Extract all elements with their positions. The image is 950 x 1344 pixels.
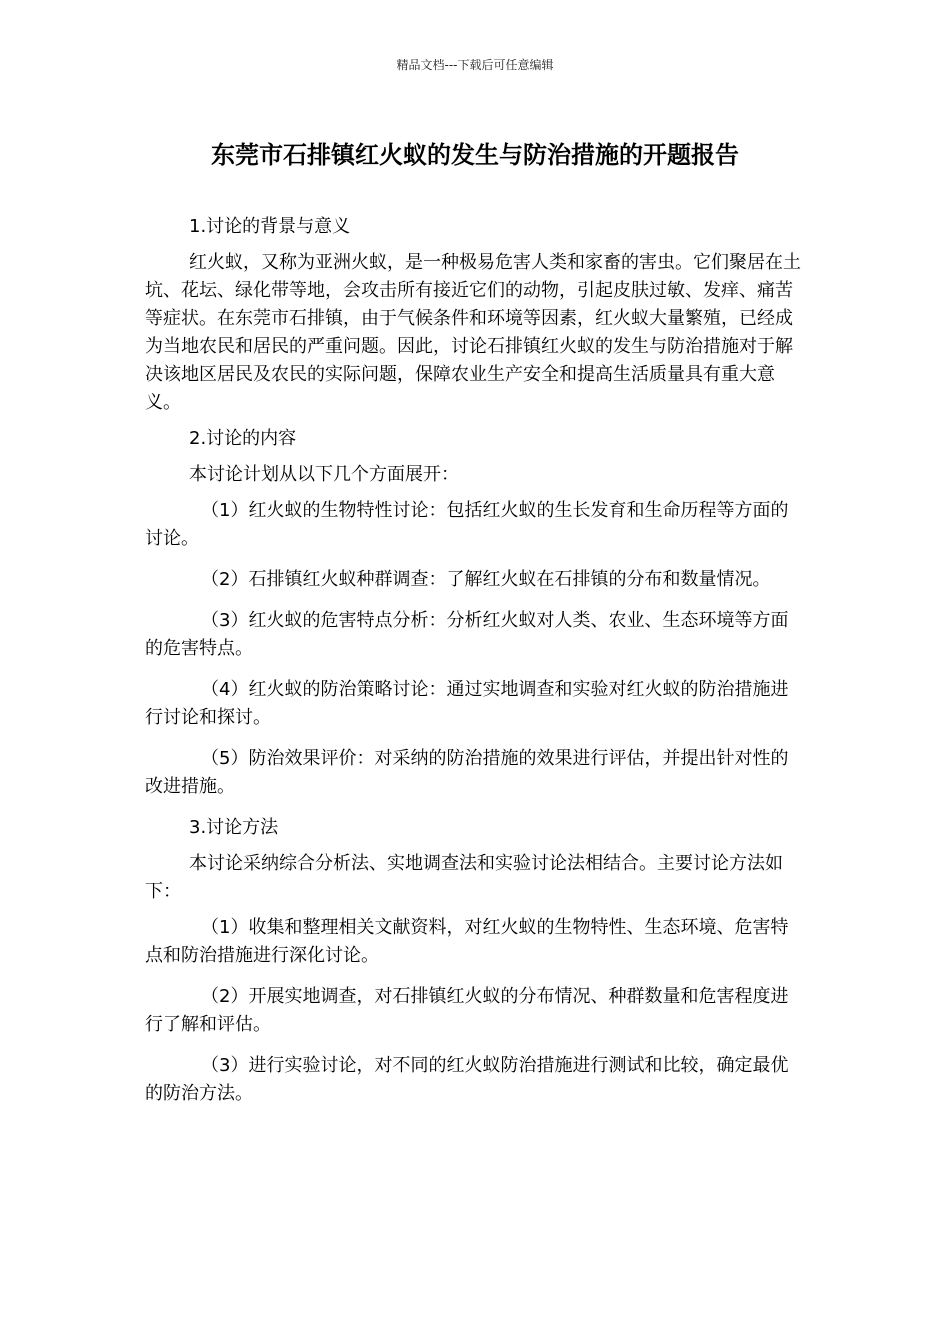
methods-list-item: （1）收集和整理相关文献资料，对红火蚁的生物特性、生态环境、危害特点和防治措施进行深化讨论。 [145,917,789,966]
document-body [145,213,805,1121]
content-list-item: （1）红火蚁的生物特性讨论：包括红火蚁的生长发育和生命历程等方面的讨论。 [145,500,789,549]
document-title: 东莞市石排镇红火蚁的发生与防治措施的开题报告 [211,141,739,169]
content-intro-paragraph: 本讨论计划从以下几个方面展开： [189,464,459,485]
section-heading-content: 2.讨论的内容 [189,428,297,449]
methods-list-item: （2）开展实地调查，对石排镇红火蚁的分布情况、种群数量和危害程度进行了解和评估。 [145,986,789,1035]
methods-list-item: （3）进行实验讨论，对不同的红火蚁防治措施进行测试和比较，确定最优的防治方法。 [145,1055,789,1104]
content-list-item: （4）红火蚁的防治策略讨论：通过实地调查和实验对红火蚁的防治措施进行讨论和探讨。 [145,679,789,728]
background-paragraph: 红火蚁，又称为亚洲火蚁，是一种极易危害人类和家畜的害虫。它们聚居在土坑、花坛、绿化带等地，会攻击所有接近它们的动物，引起皮肤过敏、发痒、痛苦等症状。在东莞市石排镇，由于气候条件和环境等因素，红火蚁大量繁殖，已经成为当地农民和居民的严重问题。因此，讨论石排镇红火蚁的发生与防治措施对于解决该地区居民及农民的实际问题，保障农业生产安全和提高生活质量具有重大意义。 [145,252,801,413]
content-list-item: （5）防治效果评价：对采纳的防治措施的效果进行评估，并提出针对性的改进措施。 [145,748,789,797]
methods-intro-paragraph: 本讨论采纳综合分析法、实地调查法和实验讨论法相结合。主要讨论方法如下： [145,853,783,902]
content-list-item: （2）石排镇红火蚁种群调查：了解红火蚁在石排镇的分布和数量情况。 [201,569,771,590]
section-heading-methods: 3.讨论方法 [189,817,279,838]
watermark-header: 精品文档---下载后可任意编辑 [396,58,554,72]
section-heading-background: 1.讨论的背景与意义 [189,216,351,237]
content-list-item: （3）红火蚁的危害特点分析：分析红火蚁对人类、农业、生态环境等方面的危害特点。 [145,610,789,659]
